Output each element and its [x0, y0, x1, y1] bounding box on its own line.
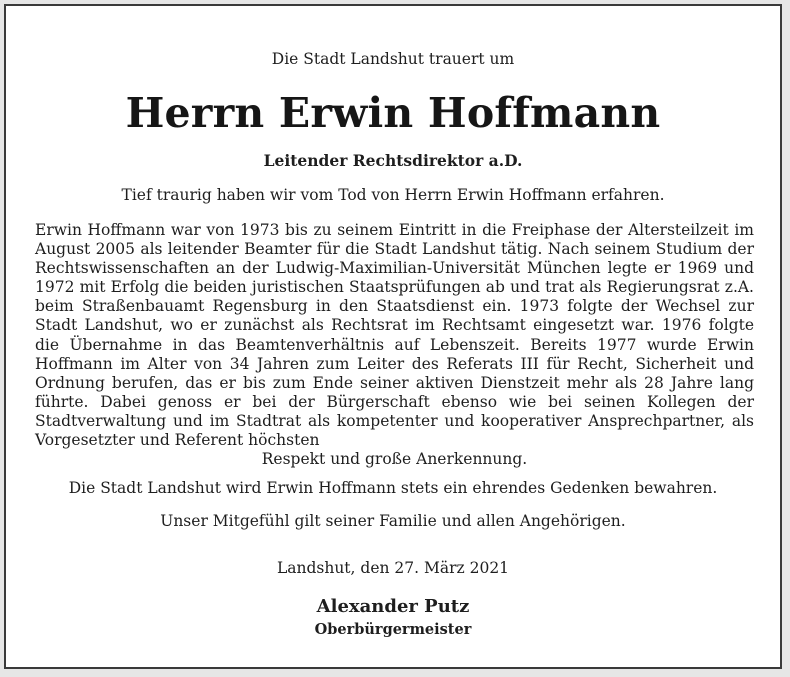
- biography-last-line: Respekt und große Anerkennung.: [261, 450, 528, 469]
- biography-text: Erwin Hoffmann war von 1973 bis zu seinem Eintritt in die Freiphase der Altersteilzeit im August 2005 als leitender Beamter für die Stadt Landshut tätig. Nach seinem Studium der Rechtswissenschaften an der Ludwig-Maximilian-Universität München legte er 1969 und 1972 mit Erfolg die beiden juristischen Staatsprüfungen ab und trat als Regierungsrat z.A. beim Straßenbauamt Regensburg in den Staatsdienst ein. 1973 folgte der Wechsel zur Stadt Landshut, wo er zunächst als Rechtsrat im Rechtsamt eingesetzt war. 1976 folgte die Übernahme in das Beamtenverhältnis auf Lebenszeit. Bereits 1977 wurde Erwin Hoffmann im Alter von 34 Jahren zum Leiter des Referats III für Recht, Sicherheit und Ordnung berufen, das er bis zum Ende seiner aktiven Dienstzeit mehr als 28 Jahre lang führte. Dabei genoss er bei der Bürgerschaft ebenso wie bei seinen Kollegen der Stadtverwaltung und im Stadtrat als kompetenter und kooperativer Ansprechpartner, als Vorgesetzter und Referent höchsten: [35, 221, 754, 450]
- deceased-title: Leitender Rechtsdirektor a.D.: [263, 151, 523, 170]
- condolence-sentence: Tief traurig haben wir vom Tod von Herrn Erwin Hoffmann erfahren.: [121, 186, 665, 204]
- biography-paragraph: [35, 221, 754, 469]
- intro-text: Die Stadt Landshut trauert um: [271, 50, 515, 68]
- signer-name: Alexander Putz: [316, 596, 470, 617]
- deceased-name: Herrn Erwin Hoffmann: [125, 89, 661, 137]
- obituary-notice: [4, 4, 782, 669]
- signer-role: Oberbürgermeister: [314, 621, 472, 638]
- memory-sentence: Die Stadt Landshut wird Erwin Hoffmann stets ein ehrendes Gedenken bewahren.: [68, 479, 718, 497]
- place-and-date: Landshut, den 27. März 2021: [276, 559, 510, 577]
- sympathy-sentence: Unser Mitgefühl gilt seiner Familie und allen Angehörigen.: [160, 512, 626, 530]
